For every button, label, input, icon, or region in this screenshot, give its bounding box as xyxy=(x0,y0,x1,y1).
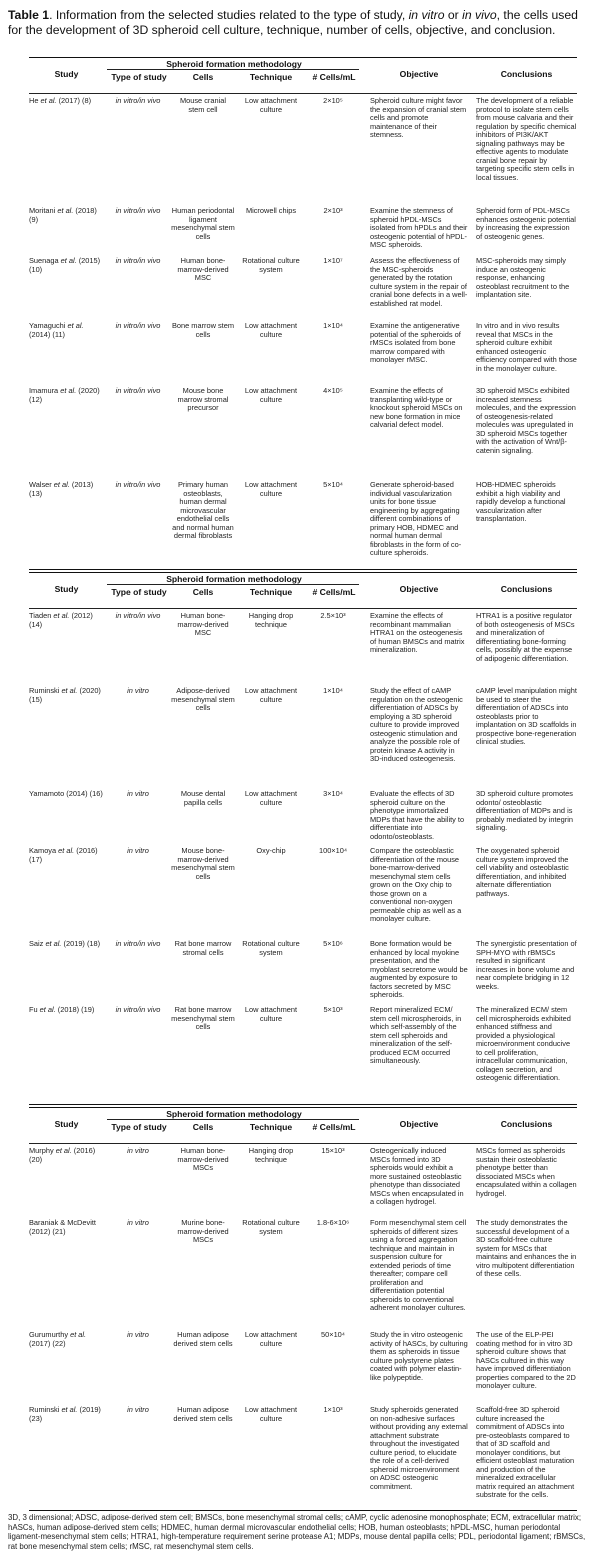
cells-per-ml-cell: 15×10³ xyxy=(321,1146,345,1155)
objective-cell: Report mineralized ECM/ stem cell microspheroids, in which self-assembly of the stem cell spheroids and mineralization of the self-produced ECM occurred simultaneously. xyxy=(370,1005,462,1066)
objective-cell: Form mesenchymal stem cell spheroids of different sizes using a forced aggregation technique and maintain in suspension culture for extended periods of time thereafter; compare cell proliferation and differentiation potential spheroids to conventional adherent monolayer cultures. xyxy=(370,1218,467,1313)
type-of-study-cell: in vitro/in vivo xyxy=(115,939,161,948)
header-cells: Cells xyxy=(192,587,214,597)
cells-cell: Bone marrow stem cells xyxy=(171,321,235,339)
technique-cell: Rotational culture system xyxy=(242,1218,300,1236)
type-of-study-cell: in vitro/in vivo xyxy=(115,321,161,330)
study-cell: Walser et al. (2013) (13) xyxy=(29,480,94,498)
objective-cell: Assess the effectiveness of the MSC-spheroids generated by the rotation culture system in the repair of cranial bone defects in a well-established rat model. xyxy=(370,256,468,308)
study-cell: Ruminski et al. (2020) (15) xyxy=(29,686,101,704)
cells-per-ml-cell: 1×10³ xyxy=(323,1405,343,1414)
type-of-study-cell: in vitro xyxy=(127,686,149,695)
cells-per-ml-cell: 50×10⁴ xyxy=(321,1330,345,1339)
cells-per-ml-cell: 5×10⁶ xyxy=(323,939,343,948)
header-conclusions: Conclusions xyxy=(500,1119,553,1129)
study-cell: Yamamoto (2014) (16) xyxy=(29,789,103,798)
cells-cell: Murine bone-marrow-derived MSCs xyxy=(177,1218,229,1245)
study-cell: Saiz et al. (2019) (18) xyxy=(29,939,101,948)
cells-per-ml-cell: 5×10³ xyxy=(323,1005,343,1014)
study-cell: Yamaguchi et al. (2014) (11) xyxy=(29,321,84,339)
objective-cell: Examine the effects of transplanting wild-type or knockout spheroid MSCs on new bone formation in mice calvarial defect model. xyxy=(370,386,463,430)
objective-cell: Generate spheroid-based individual vascularization units for bone tissue engineering by aggregating different combinations of primary HOB, HDMEC and normal human dermal fibroblasts in the form of co-culture spheroids. xyxy=(370,480,462,558)
conclusion-cell: The use of the ELP-PEI coating method for in vitro 3D spheroid culture shows that hASCs cultured in this way have improved differentiation properties compared to the 2D monolayer culture. xyxy=(476,1330,576,1391)
table-footnote: 3D, 3 dimensional; ADSC, adipose-derived stem cell; BMSCs, bone mesenchymal stromal cells; cAMP, cyclic adenosine monophosphate; ECM, extracellular matrix; hASCs, human adipose-derived stem cells; HDMEC, human dermal microvascular endothelial cells; HOB, human osteoblasts; hPDL-MSC, human periodontal ligament-mesenchymal stem cells; HTRA1, high-temperature requirement serine protease A1; MDPs, mouse dental papilla cells; PDL, periodontal ligament; rBMSCs, rat bone mesenchymal stem cells; rMSC, rat mesenchymal stem cells. xyxy=(8,1513,586,1551)
type-of-study-cell: in vitro xyxy=(127,1330,149,1339)
type-of-study-cell: in vitro/in vivo xyxy=(115,386,161,395)
objective-cell: Spheroid culture might favor the expansion of cranial stem cells and promote maintenance of their stemness. xyxy=(370,96,467,140)
objective-cell: Evaluate the effects of 3D spheroid culture on the phenotype immortalized MDPs that have the ability to differentiate into odonto/osteoblasts. xyxy=(370,789,465,841)
cells-cell: Mouse bone-marrow-derived mesenchymal stem cells xyxy=(171,846,235,881)
study-cell: Murphy et al. (2016) (20) xyxy=(29,1146,96,1164)
header-type: Type of study xyxy=(111,587,167,597)
technique-cell: Low attachment culture xyxy=(244,1330,298,1348)
header-study: Study xyxy=(54,584,79,594)
type-of-study-cell: in vitro/in vivo xyxy=(115,96,161,105)
objective-cell: Osteogenically induced MSCs formed into 3D spheroids would exhibit a more sustained osteoblastic phenotype than dissociated MSCs when encapsulated in a collagen hydrogel. xyxy=(370,1146,464,1207)
study-cell: Baraniak & McDevitt (2012) (21) xyxy=(29,1218,96,1236)
header-objective: Objective xyxy=(399,69,439,79)
technique-cell: Low attachment culture xyxy=(244,321,298,339)
conclusion-cell: Spheroid form of PDL-MSCs enhances osteogenic potential by increasing the expression of osteogenic genes. xyxy=(476,206,576,241)
conclusion-cell: Scaffold-free 3D spheroid culture increased the commitment of ADSCs into pre-osteoblasts compared to that of 3D scaffold and monolayer conditions, but efficient osteoblast maturation and production of the mineralized extracellular matrix required an attachment substrate for the cells. xyxy=(476,1405,575,1500)
type-of-study-cell: in vitro xyxy=(127,846,149,855)
type-of-study-cell: in vitro xyxy=(127,1218,149,1227)
conclusion-cell: 3D spheroid MSCs exhibited increased stemness molecules, and the expression of osteogenesis-related molecules was upregulated in 3D spheroid MSCs together with the activation of Wnt/β-catenin signaling. xyxy=(476,386,576,455)
table-label: Table 1 xyxy=(8,8,50,22)
technique-cell: Low attachment culture xyxy=(244,1005,298,1023)
technique-cell: Low attachment culture xyxy=(244,386,298,404)
study-cell: Moritani et al. (2018) (9) xyxy=(29,206,97,224)
header-group: Spheroid formation methodology xyxy=(166,574,302,584)
cells-cell: Adipose-derived mesenchymal stem cells xyxy=(171,686,235,713)
conclusion-cell: MSCs formed as spheroids sustain their osteoblastic phenotype better than dissociated MSCs when encapsulated within a collagen hydrogel. xyxy=(476,1146,577,1198)
study-cell: Ruminski et al. (2019) (23) xyxy=(29,1405,101,1423)
study-cell: He et al. (2017) (8) xyxy=(29,96,92,105)
objective-cell: Examine the stemness of spheroid hPDL-MSCs isolated from hPDLs and their osteogenic potential of hPDL-MSC spheroids. xyxy=(370,206,468,250)
technique-cell: Rotational culture system xyxy=(242,939,300,957)
table-caption: Table 1. Information from the selected studies related to the type of study, in vitro or in vivo, the cells used for the development of 3D spheroid cell culture, technique, number of cells, objective, and conclusion. xyxy=(8,8,578,37)
cells-cell: Human bone-marrow-derived MSC xyxy=(177,256,229,283)
conclusion-cell: The development of a reliable protocol to isolate stem cells from mouse calvaria and their regulation by specific chemical inhibitors of PI3K/AKT signaling pathways may be effective agents to modulate cranial bone repair by targeting specific stem cells in local tissues. xyxy=(476,96,577,182)
technique-cell: Rotational culture system xyxy=(242,256,300,274)
conclusion-cell: HTRA1 is a positive regulator of both osteogenesis of MSCs and mineralization of differentiating bone-forming cells, possibly at the expense of adipogenic differentiation. xyxy=(476,611,575,663)
cells-cell: Primary human osteoblasts, human dermal microvascular endothelial cells and normal human dermal fibroblasts xyxy=(172,480,234,541)
type-of-study-cell: in vitro xyxy=(127,1405,149,1414)
cells-per-ml-cell: 1×10⁴ xyxy=(323,321,343,330)
cells-per-ml-cell: 4×10⁵ xyxy=(323,386,343,395)
conclusion-cell: cAMP level manipulation might be used to steer the differentiation of ADSCs into osteoblasts prior to implantation on 3D scaffolds in prospective bone-regeneration clinical studies. xyxy=(476,686,577,747)
cells-per-ml-cell: 100×10⁴ xyxy=(318,846,348,855)
technique-cell: Microwell chips xyxy=(245,206,297,215)
cells-cell: Human periodontal ligament mesenchymal stem cells xyxy=(171,206,235,241)
technique-cell: Low attachment culture xyxy=(244,789,298,807)
cells-per-ml-cell: 5×10⁴ xyxy=(323,480,343,489)
header-cells-ml: # Cells/mL xyxy=(312,1122,356,1132)
objective-cell: Bone formation would be enhanced by local myokine presentation, and the myoblast secretome would be augmented by exposure to factors secreted by MSC spheroids. xyxy=(370,939,468,1000)
cells-cell: Mouse dental papilla cells xyxy=(180,789,226,807)
conclusion-cell: The study demonstrates the successful development of a 3D scaffold-free culture system for MSCs that maintains and enhances the in vitro multipotent differentiation of these cells. xyxy=(476,1218,577,1279)
cells-cell: Human adipose derived stem cells xyxy=(173,1330,233,1348)
technique-cell: Hanging drop technique xyxy=(248,1146,294,1164)
cells-per-ml-cell: 2.5×10³ xyxy=(320,611,346,620)
cells-cell: Mouse cranial stem cell xyxy=(179,96,226,114)
cells-cell: Human bone-marrow-derived MSC xyxy=(177,611,229,638)
header-conclusions: Conclusions xyxy=(500,584,553,594)
objective-cell: Compare the osteoblastic differentiation of the mouse bone-marrow-derived mesenchymal stem cells grown on the Oxy chip to those grown on a conventional non-oxygen permeable chip as well as a monolayer culture. xyxy=(370,846,462,924)
conclusion-cell: The mineralized ECM/ stem cell microspheroids exhibited enhanced stiffness and provided a physiological microenvironment conducive to cell proliferation, intracellular communication, collagen secretion, and osteogenic differentiation. xyxy=(476,1005,571,1083)
header-cells: Cells xyxy=(192,72,214,82)
header-objective: Objective xyxy=(399,1119,439,1129)
table-section-3 xyxy=(29,1107,577,1511)
conclusion-cell: In vitro and in vivo results reveal that MSCs in the spheroid culture exhibit enhanced osteogenic efficiency compared with those in the monolayer culture. xyxy=(476,321,577,373)
table-section-2 xyxy=(29,572,577,1105)
type-of-study-cell: in vitro/in vivo xyxy=(115,480,161,489)
cells-cell: Rat bone marrow mesenchymal stem cells xyxy=(171,1005,235,1032)
objective-cell: Study spheroids generated on non-adhesive surfaces without providing any external attachment substrate throughout the investigated culture period, to elucidate the role of a cell-derived spheroid microenvironment on ADSC osteogenic commitment. xyxy=(370,1405,468,1491)
conclusion-cell: MSC-spheroids may simply induce an osteogenic response, enhancing osteoblast recruitment to the implantation site. xyxy=(476,256,570,300)
technique-cell: Low attachment culture xyxy=(244,1405,298,1423)
type-of-study-cell: in vitro xyxy=(127,1146,149,1155)
study-cell: Kamoya et al. (2016) (17) xyxy=(29,846,98,864)
objective-cell: Examine the antigenerative potential of the spheroids of rMSCs isolated from bone marrow compared with monolayer rMSC. xyxy=(370,321,461,365)
header-cells: Cells xyxy=(192,1122,214,1132)
study-cell: Suenaga et al. (2015) (10) xyxy=(29,256,101,274)
header-conclusions: Conclusions xyxy=(500,69,553,79)
conclusion-cell: The oxygenated spheroid culture system improved the cell viability and osteoblastic differentiation, and inhibited alternate differentiation pathways. xyxy=(476,846,569,898)
header-technique: Technique xyxy=(249,587,293,597)
technique-cell: Low attachment culture xyxy=(244,96,298,114)
conclusion-cell: HOB-HDMEC spheroids exhibit a high viability and rapidly develop a functional vascularization after transplantation. xyxy=(476,480,566,524)
cells-per-ml-cell: 1×10⁷ xyxy=(323,256,343,265)
header-study: Study xyxy=(54,1119,79,1129)
technique-cell: Low attachment culture xyxy=(244,686,298,704)
type-of-study-cell: in vitro/in vivo xyxy=(115,1005,161,1014)
header-type: Type of study xyxy=(111,72,167,82)
study-cell: Imamura et al. (2020) (12) xyxy=(29,386,100,404)
header-group: Spheroid formation methodology xyxy=(166,59,302,69)
header-technique: Technique xyxy=(249,1122,293,1132)
objective-cell: Study the in vitro osteogenic activity of hASCs, by culturing them as spheroids in tissue culture polystyrene plates coated with polymer elastin-like polypeptide. xyxy=(370,1330,468,1382)
technique-cell: Hanging drop technique xyxy=(248,611,294,629)
cells-per-ml-cell: 2×10³ xyxy=(323,206,343,215)
cells-cell: Rat bone marrow stromal cells xyxy=(174,939,232,957)
study-cell: Fu et al. (2018) (19) xyxy=(29,1005,95,1014)
study-cell: Tiaden et al. (2012) (14) xyxy=(29,611,93,629)
objective-cell: Study the effect of cAMP regulation on the osteogenic differentiation of ADSCs by employing a 3D spheroid culture to provide improved osteogenic stimulation and analyze the possible role of protein kinase A activity in 3D-induced osteogenesis. xyxy=(370,686,463,764)
cells-per-ml-cell: 1×10⁴ xyxy=(323,686,343,695)
technique-cell: Oxy-chip xyxy=(256,846,286,855)
type-of-study-cell: in vitro/in vivo xyxy=(115,256,161,265)
type-of-study-cell: in vitro xyxy=(127,789,149,798)
cells-cell: Human bone-marrow-derived MSCs xyxy=(177,1146,229,1173)
cells-per-ml-cell: 3×10⁴ xyxy=(323,789,343,798)
cells-per-ml-cell: 1.8-6×10⁶ xyxy=(316,1218,350,1227)
header-cells-ml: # Cells/mL xyxy=(312,587,356,597)
cells-per-ml-cell: 2×10⁵ xyxy=(323,96,343,105)
header-group: Spheroid formation methodology xyxy=(166,1109,302,1119)
objective-cell: Examine the effects of recombinant mammalian HTRA1 on the osteogenesis of human BMSCs and matrix mineralization. xyxy=(370,611,465,655)
header-objective: Objective xyxy=(399,584,439,594)
type-of-study-cell: in vitro/in vivo xyxy=(115,611,161,620)
header-type: Type of study xyxy=(111,1122,167,1132)
type-of-study-cell: in vitro/in vivo xyxy=(115,206,161,215)
conclusion-cell: 3D spheroid culture promotes odonto/ osteoblastic differentiation of MDPs and is probably mediated by integrin signaling. xyxy=(476,789,573,833)
conclusion-cell: The synergistic presentation of SPH-MYO with rBMSCs resulted in significant increases in bone volume and near complete bridging in 12 weeks. xyxy=(476,939,577,991)
header-study: Study xyxy=(54,69,79,79)
study-cell: Gurumurthy et al. (2017) (22) xyxy=(29,1330,87,1348)
cells-cell: Mouse bone marrow stromal precursor xyxy=(177,386,229,413)
technique-cell: Low attachment culture xyxy=(244,480,298,498)
table-section-1 xyxy=(29,57,577,570)
cells-cell: Human adipose derived stem cells xyxy=(173,1405,233,1423)
header-technique: Technique xyxy=(249,72,293,82)
header-cells-ml: # Cells/mL xyxy=(312,72,356,82)
